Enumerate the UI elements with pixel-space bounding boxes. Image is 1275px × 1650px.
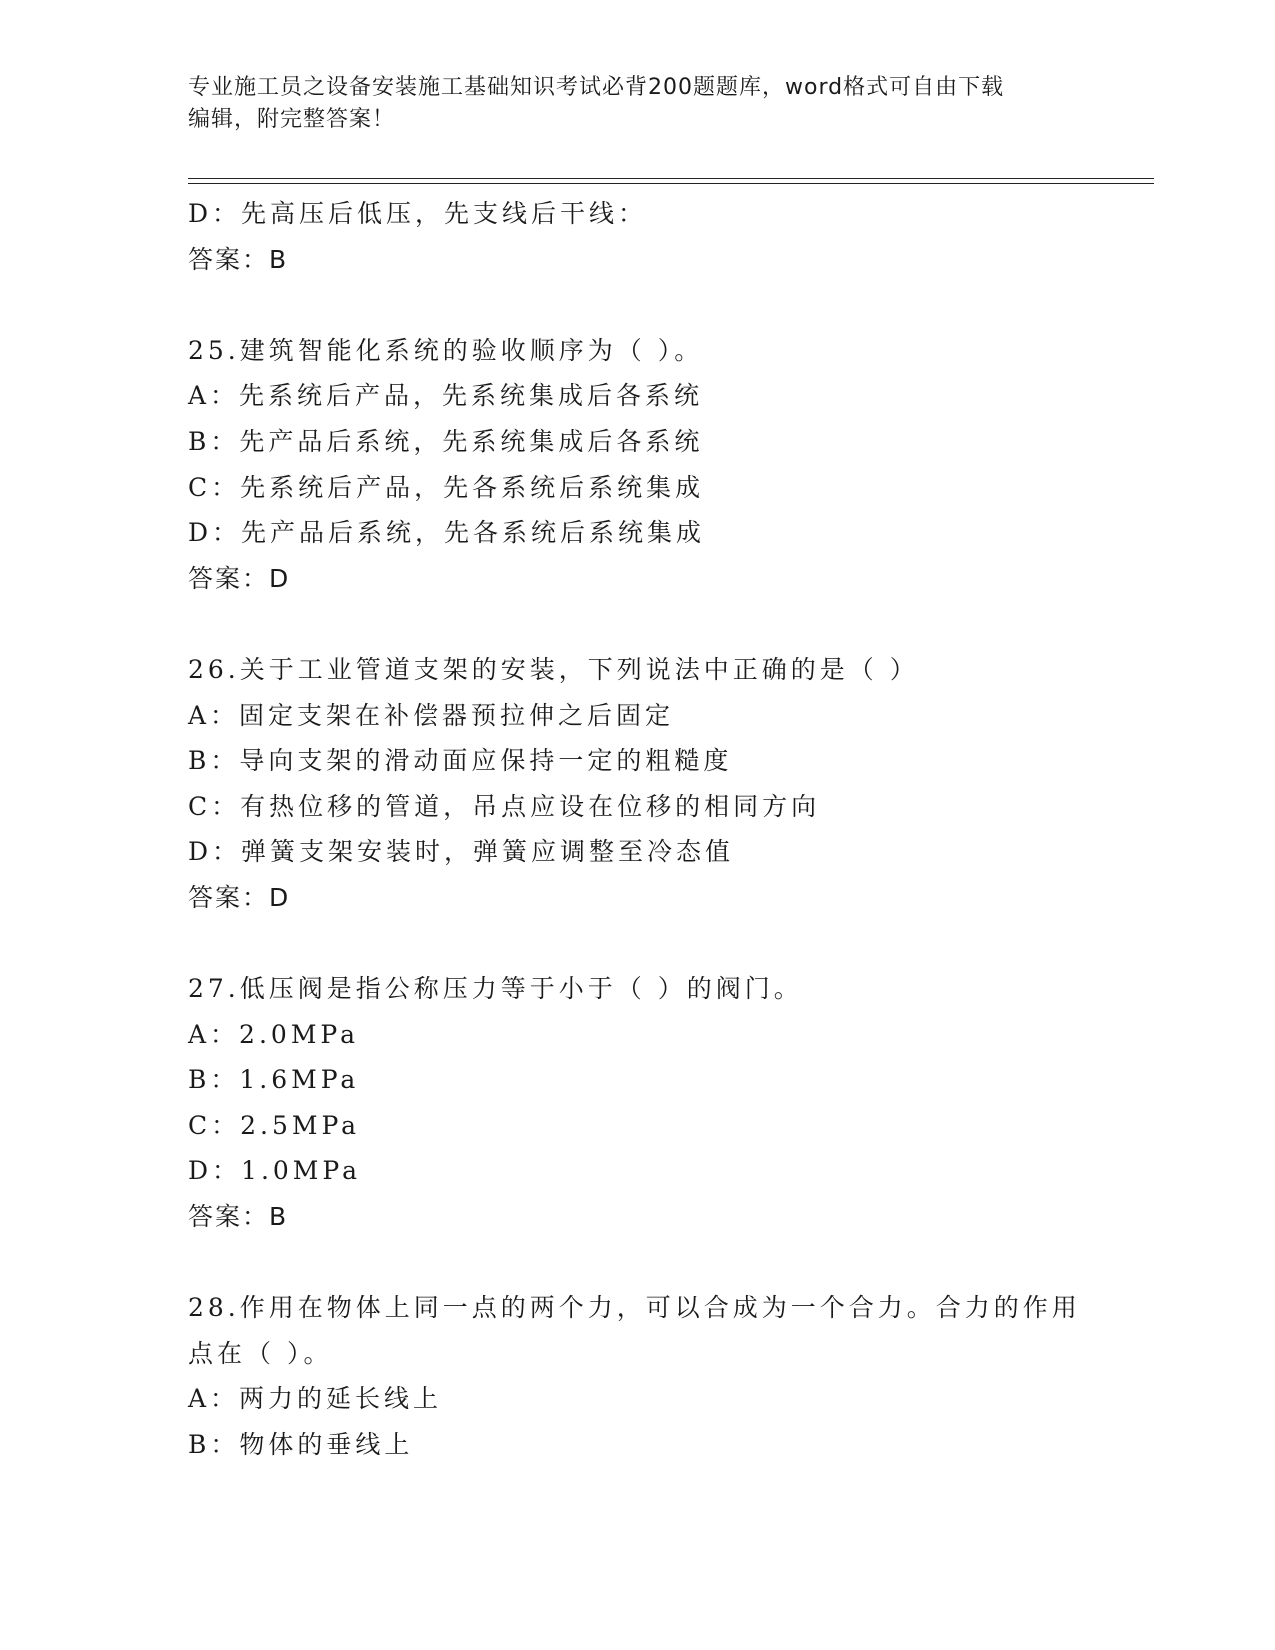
question-stem-line-2: 点在（ ）。 [188, 1338, 333, 1368]
option-d: D：弹簧支架安装时，弹簧应调整至冷态值 [188, 837, 735, 867]
answer-line: 答案：D [188, 882, 291, 912]
header-divider-bottom [188, 183, 1154, 184]
question-stem: 26.关于工业管道支架的安装，下列说法中正确的是（ ） [188, 654, 919, 684]
option-c: C：先系统后产品，先各系统后系统集成 [188, 472, 705, 502]
question-stem-line-1: 28.作用在物体上同一点的两个力，可以合成为一个合力。合力的作用 [188, 1293, 1081, 1323]
option-a: A：2.0MPa [188, 1019, 360, 1049]
option-a: A：固定支架在补偿器预拉伸之后固定 [188, 700, 675, 730]
question-25 [188, 328, 1088, 602]
document-body [188, 191, 1088, 1468]
answer-line: 答案：D [188, 563, 291, 593]
option-b: B：物体的垂线上 [188, 1430, 414, 1460]
question-28 [188, 1285, 1088, 1467]
spacer [188, 921, 1088, 967]
option-a: A：两力的延长线上 [188, 1384, 443, 1414]
spacer [188, 1240, 1088, 1286]
option-d: D：先产品后系统，先各系统后系统集成 [188, 518, 706, 548]
header-divider-top [188, 178, 1154, 179]
question-26 [188, 647, 1088, 921]
option-a: A：先系统后产品，先系统集成后各系统 [188, 381, 704, 411]
header-title-line-1: 专业施工员之设备安装施工基础知识考试必背200题题库，word格式可自由下载 [188, 75, 1005, 100]
previous-question-tail [188, 191, 1088, 282]
question-27 [188, 966, 1088, 1240]
answer-line: 答案：B [188, 244, 289, 274]
spacer [188, 282, 1088, 328]
option-d: D：1.0MPa [188, 1156, 362, 1186]
option-b: B：导向支架的滑动面应保持一定的粗糙度 [188, 746, 733, 776]
question-stem: 27.低压阀是指公称压力等于小于（ ）的阀门。 [188, 974, 803, 1004]
option-c: C：2.5MPa [188, 1110, 361, 1140]
answer-line: 答案：B [188, 1202, 289, 1232]
question-stem: 25.建筑智能化系统的验收顺序为（ ）。 [188, 335, 704, 365]
option-c: C：有热位移的管道，吊点应设在位移的相同方向 [188, 791, 821, 821]
spacer [188, 601, 1088, 647]
option-d: D：先高压后低压，先支线后干线： [188, 199, 648, 228]
document-header [188, 72, 1088, 136]
option-b: B：1.6MPa [188, 1065, 360, 1095]
option-b: B：先产品后系统，先系统集成后各系统 [188, 426, 704, 456]
header-title-line-2: 编辑，附完整答案！ [188, 107, 396, 132]
